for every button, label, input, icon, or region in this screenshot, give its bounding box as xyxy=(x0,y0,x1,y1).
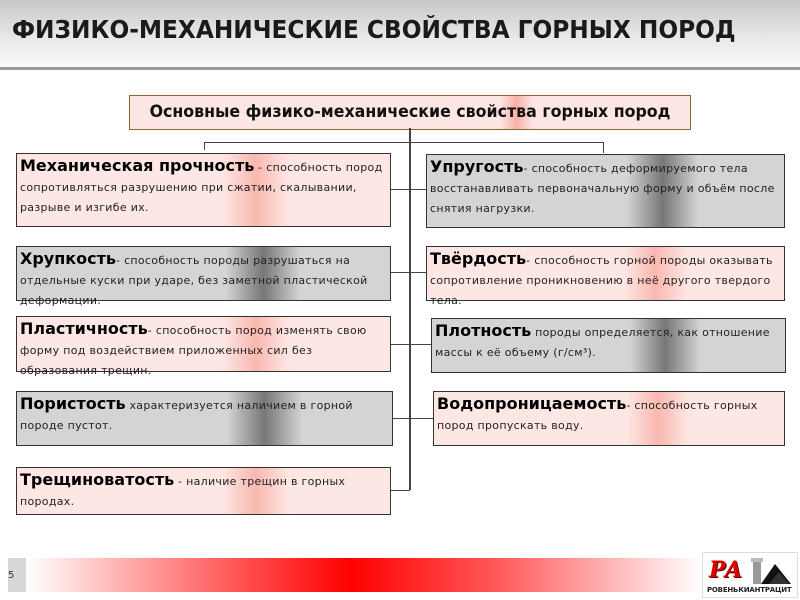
connector-top-bar xyxy=(204,142,604,143)
property-box-fracturing xyxy=(16,467,391,515)
property-description: - способность горных пород пропускать воду. xyxy=(437,399,758,432)
property-term: Твёрдость xyxy=(430,249,527,268)
main-concept-text: Основные физико-механические свойства горных пород xyxy=(149,102,671,122)
connector-left-5 xyxy=(390,490,410,491)
connector-right-1 xyxy=(410,189,427,190)
property-description: характеризуется наличием в горной породе пустот. xyxy=(20,399,353,432)
property-description: - способность горной породы оказывать сопротивление проникновению в неё другого твердого тела. xyxy=(430,254,773,307)
property-box-mechanical-strength xyxy=(16,153,391,227)
connector-right-3 xyxy=(410,344,432,345)
connector-left-1 xyxy=(390,189,410,190)
property-description: - способность пород сопротивляться разрушению при сжатии, скалывании, разрыве и изгибе их. xyxy=(20,161,383,214)
connector-right-4 xyxy=(410,418,434,419)
property-box-elasticity xyxy=(426,154,785,228)
connector-trunk xyxy=(409,128,411,490)
connector-top-right-drop xyxy=(603,142,604,153)
property-term: Хрупкость xyxy=(20,249,116,268)
property-term: Трещиноватость xyxy=(20,470,175,489)
connector-right-2 xyxy=(410,272,427,273)
property-description: породы определяется, как отношение массы к её объему (г/см³). xyxy=(435,326,770,359)
property-box-brittleness xyxy=(16,246,391,307)
property-term: Водопроницаемость xyxy=(437,394,627,413)
header-divider xyxy=(0,67,800,70)
connector-left-2 xyxy=(390,272,410,273)
page-number: 5 xyxy=(8,570,15,581)
connector-left-4 xyxy=(390,418,410,419)
property-description: - способность деформируемого тела восстанавливать первоначальную форму и объём после снятия нагрузки. xyxy=(430,162,775,215)
property-description: - способность породы разрушаться на отдельные куски при ударе, без заметной пластической деформации. xyxy=(20,254,368,307)
mine-tower-icon xyxy=(743,556,793,586)
property-term: Механическая прочность xyxy=(20,156,255,175)
property-term: Упругость xyxy=(430,157,524,176)
logo-company-name: РОВЕНЬКИАНТРАЦИТ xyxy=(707,586,792,594)
property-box-porosity xyxy=(16,391,393,446)
company-logo xyxy=(702,552,798,598)
property-term: Плотность xyxy=(435,321,532,340)
slide-title: ФИЗИКО-МЕХАНИЧЕСКИЕ СВОЙСТВА ГОРНЫХ ПОРОД xyxy=(12,15,736,44)
property-term: Пористость xyxy=(20,394,126,413)
logo-mark: РА xyxy=(709,557,742,583)
property-box-hardness xyxy=(426,246,785,307)
footer-gradient-bar xyxy=(26,558,702,592)
connector-top-left-drop xyxy=(204,142,205,150)
property-description: - способность пород изменять свою форму под воздействием приложенных сил без образования трещин. xyxy=(20,324,367,377)
property-term: Пластичность xyxy=(20,319,148,338)
property-box-density xyxy=(431,318,786,373)
property-box-permeability xyxy=(433,391,785,446)
property-description: - наличие трещин в горных породах. xyxy=(20,475,346,508)
property-box-plasticity xyxy=(16,316,391,377)
connector-left-3 xyxy=(390,344,410,345)
